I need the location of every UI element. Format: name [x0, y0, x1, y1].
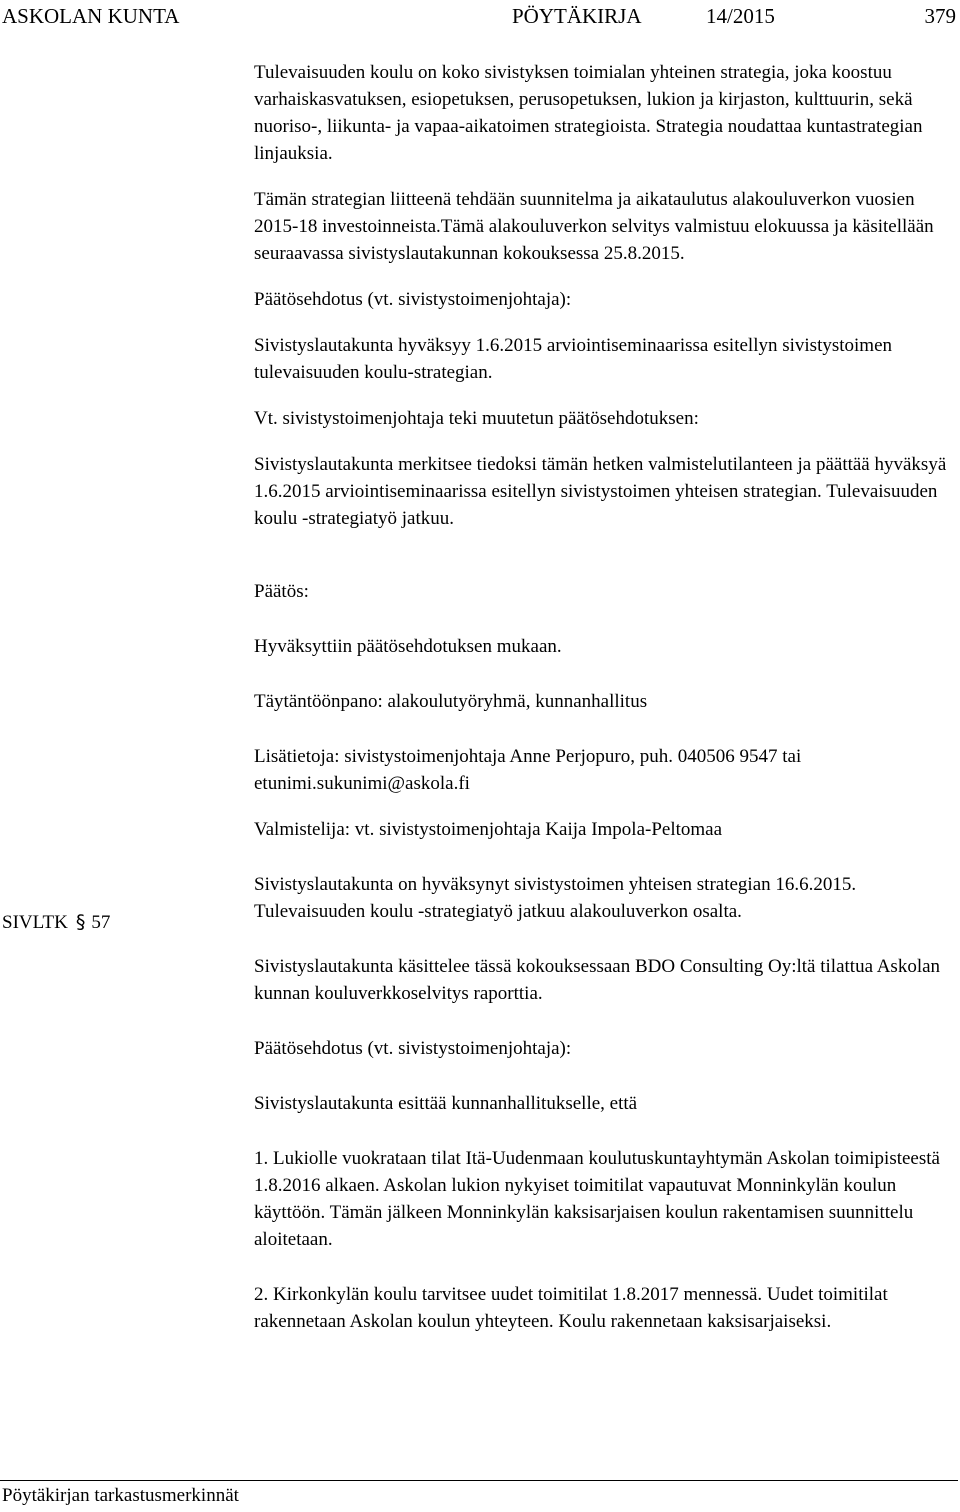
proposal-item-1: 1. Lukiolle vuokrataan tilat Itä-Uudenmaan koulutuskuntayhtymän Askolan toimipisteestä 1.8.2016 alkaen. Askolan lukion nykyiset toimitilat vapautuvat Monninkylän koulun käyttöön. Tämän jälkeen Monninkylän kaksisarjaisen koulun rakentamisen suunnittelu aloitetaan.: [254, 1148, 940, 1250]
proposal-heading-2: Päätösehdotus (vt. sivistystoimenjohtaja):: [254, 1038, 572, 1059]
paragraph-implementation: Täytäntöönpano: alakoulutyöryhmä, kunnanhallitus: [254, 691, 648, 712]
footer-divider: [0, 1480, 958, 1481]
section-number: 57: [91, 912, 111, 933]
decision-heading: Päätös:: [254, 581, 309, 602]
paragraph-strategy-intro: Tulevaisuuden koulu on koko sivistyksen toimialan yhteinen strategia, joka koostuu varhaiskasvatuksen, esiopetuksen, perusopetuksen, lukion ja kirjaston, kulttuurin, sekä nuoriso-, liikunta- ja vapaa-aikatoimen strategioista. Strategia noudattaa kuntastrategian linjauksia.: [254, 62, 923, 164]
paragraph-board-approved: Sivistyslautakunta on hyväksynyt sivistystoimen yhteisen strategian 16.6.2015. Tulevaisuuden koulu -strategiatyö jatkuu alakouluverkon osalta.: [254, 874, 857, 922]
paragraph-contact-info: Lisätietoja: sivistystoimenjohtaja Anne Perjopuro, puh. 040506 9547 tai etunimi.sukunimi@askola.fi: [254, 746, 802, 794]
paragraph-decision: Hyväksyttiin päätösehdotuksen mukaan.: [254, 636, 562, 657]
proposal-heading: Päätösehdotus (vt. sivistystoimenjohtaja):: [254, 289, 572, 310]
page-number: 379: [924, 4, 956, 28]
paragraph-amended-proposal: Sivistyslautakunta merkitsee tiedoksi tämän hetken valmistelutilanteen ja päättää hyväksyä 1.6.2015 arviointiseminaarissa esitellyn sivistystoimen yhteisen strategian. Tulevaisuuden koulu -strategiatyö jatkuu.: [254, 454, 947, 529]
paragraph-strategy-appendix: Tämän strategian liitteenä tehdään suunnitelma ja aikataulutus alakouluverkon vuosien 2015-18 investoinneista.Tämä alakouluverkon selvitys valmistuu elokuussa ja käsitellään seuraavassa sivistyslautakunnan kokouksessa 25.8.2015.: [254, 189, 934, 264]
paragraph-preparer: Valmistelija: vt. sivistystoimenjohtaja Kaija Impola-Peltomaa: [254, 819, 723, 840]
municipality-name: ASKOLAN KUNTA: [2, 4, 180, 28]
proposal-item-2: 2. Kirkonkylän koulu tarvitsee uudet toimitilat 1.8.2017 mennessä. Uudet toimitilat rakennetaan Askolan koulun yhteyteen. Koulu rakennetaan kaksisarjaiseksi.: [254, 1284, 888, 1332]
paragraph-proposal: Sivistyslautakunta hyväksyy 1.6.2015 arviointiseminaarissa esitellyn sivistystoimen tulevaisuuden koulu-strategian.: [254, 335, 893, 383]
section-symbol: §: [75, 911, 86, 933]
section-code: SIVLTK: [2, 912, 68, 933]
minutes-body: [254, 59, 954, 1335]
document-type: PÖYTÄKIRJA: [512, 4, 642, 28]
page-header: [0, 2, 960, 30]
paragraph-amended-proposal-heading: Vt. sivistystoimenjohtaja teki muutetun päätösehdotuksen:: [254, 408, 699, 429]
paragraph-bdo-report: Sivistyslautakunta käsittelee tässä kokouksessaan BDO Consulting Oy:ltä tilattua Askolan kunnan kouluverkkoselvitys raporttia.: [254, 956, 941, 1004]
footer-inspection-marks: Pöytäkirjan tarkastusmerkinnät: [2, 1485, 239, 1506]
meeting-number: 14/2015: [706, 4, 775, 28]
section-label: [2, 909, 110, 936]
paragraph-board-proposes: Sivistyslautakunta esittää kunnanhallitukselle, että: [254, 1093, 638, 1114]
